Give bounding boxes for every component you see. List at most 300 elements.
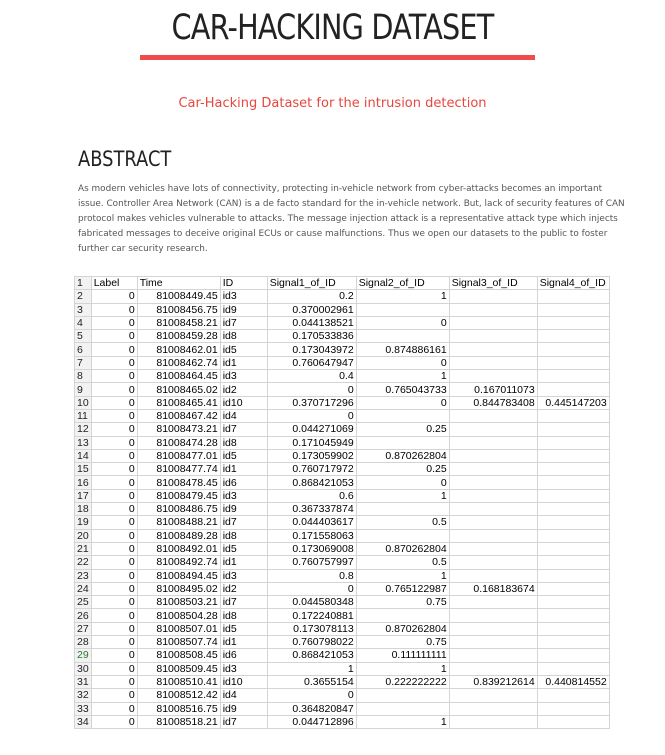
- cell-time[interactable]: 81008462.01: [137, 343, 220, 356]
- cell-signal3[interactable]: [449, 290, 537, 303]
- cell-time[interactable]: 81008512.42: [137, 689, 220, 702]
- cell-label[interactable]: 0: [91, 436, 137, 449]
- cell-signal2[interactable]: 1: [356, 489, 449, 502]
- cell-signal1[interactable]: 0: [267, 383, 356, 396]
- cell-label[interactable]: 0: [91, 529, 137, 542]
- cell-signal3[interactable]: [449, 596, 537, 609]
- cell-signal3[interactable]: [449, 423, 537, 436]
- cell-time[interactable]: 81008489.28: [137, 529, 220, 542]
- row-number[interactable]: 14: [75, 449, 92, 462]
- cell-signal4[interactable]: [537, 649, 609, 662]
- cell-signal1[interactable]: 0.760757997: [267, 556, 356, 569]
- cell-time[interactable]: 81008495.02: [137, 582, 220, 595]
- cell-signal4[interactable]: [537, 316, 609, 329]
- column-header-label[interactable]: Label: [91, 277, 137, 290]
- cell-signal3[interactable]: [449, 689, 537, 702]
- cell-id[interactable]: id7: [220, 596, 267, 609]
- row-number[interactable]: 29: [75, 649, 92, 662]
- table-row: [75, 675, 610, 688]
- row-number[interactable]: 23: [75, 569, 92, 582]
- cell-signal1[interactable]: 0.171045949: [267, 436, 356, 449]
- cell-signal3[interactable]: 0.168183674: [449, 582, 537, 595]
- table-row: [75, 303, 610, 316]
- cell-signal1[interactable]: 0.364820847: [267, 702, 356, 715]
- cell-label[interactable]: 0: [91, 516, 137, 529]
- cell-signal1[interactable]: 0.370002961: [267, 303, 356, 316]
- cell-signal3[interactable]: [449, 316, 537, 329]
- cell-signal3[interactable]: [449, 609, 537, 622]
- cell-signal4[interactable]: [537, 449, 609, 462]
- column-header-time[interactable]: Time: [137, 277, 220, 290]
- column-header-id[interactable]: ID: [220, 277, 267, 290]
- cell-signal3[interactable]: 0.844783408: [449, 396, 537, 409]
- cell-label[interactable]: 0: [91, 636, 137, 649]
- cell-signal4[interactable]: [537, 662, 609, 675]
- row-number[interactable]: 30: [75, 662, 92, 675]
- cell-label[interactable]: 0: [91, 370, 137, 383]
- row-number[interactable]: 12: [75, 423, 92, 436]
- row-number[interactable]: 22: [75, 556, 92, 569]
- cell-signal1[interactable]: 0.8: [267, 569, 356, 582]
- cell-time[interactable]: 81008459.28: [137, 330, 220, 343]
- cell-time[interactable]: 81008478.45: [137, 476, 220, 489]
- cell-label[interactable]: 0: [91, 476, 137, 489]
- row-number[interactable]: 16: [75, 476, 92, 489]
- cell-label[interactable]: 0: [91, 290, 137, 303]
- table-row: [75, 449, 610, 462]
- cell-time[interactable]: 81008465.02: [137, 383, 220, 396]
- cell-signal2[interactable]: [356, 436, 449, 449]
- cell-signal1[interactable]: 0.367337874: [267, 503, 356, 516]
- table-row: [75, 396, 610, 409]
- cell-label[interactable]: 0: [91, 542, 137, 555]
- cell-label[interactable]: 0: [91, 330, 137, 343]
- cell-signal3[interactable]: 0.839212614: [449, 675, 537, 688]
- cell-id[interactable]: id5: [220, 542, 267, 555]
- row-number[interactable]: 27: [75, 622, 92, 635]
- row-number[interactable]: 24: [75, 582, 92, 595]
- row-number[interactable]: 8: [75, 370, 92, 383]
- cell-time[interactable]: 81008474.28: [137, 436, 220, 449]
- dataset-spreadsheet: [74, 276, 610, 729]
- cell-signal3[interactable]: [449, 556, 537, 569]
- cell-signal3[interactable]: [449, 649, 537, 662]
- cell-signal2[interactable]: 0.25: [356, 423, 449, 436]
- cell-signal2[interactable]: 1: [356, 715, 449, 728]
- cell-signal1[interactable]: 0: [267, 582, 356, 595]
- cell-id[interactable]: id10: [220, 675, 267, 688]
- cell-signal3[interactable]: [449, 542, 537, 555]
- row-number[interactable]: 3: [75, 303, 92, 316]
- cell-time[interactable]: 81008479.45: [137, 489, 220, 502]
- cell-signal2[interactable]: 0.765043733: [356, 383, 449, 396]
- cell-signal4[interactable]: [537, 423, 609, 436]
- cell-signal1[interactable]: 0: [267, 689, 356, 702]
- cell-signal2[interactable]: 0: [356, 476, 449, 489]
- cell-signal2[interactable]: 0.222222222: [356, 675, 449, 688]
- cell-signal2[interactable]: 0: [356, 356, 449, 369]
- cell-label[interactable]: 0: [91, 715, 137, 728]
- cell-label[interactable]: 0: [91, 316, 137, 329]
- row-number[interactable]: 11: [75, 409, 92, 422]
- cell-time[interactable]: 81008449.45: [137, 290, 220, 303]
- cell-signal4[interactable]: [537, 715, 609, 728]
- cell-signal3[interactable]: [449, 436, 537, 449]
- cell-signal2[interactable]: 0.765122987: [356, 582, 449, 595]
- cell-id[interactable]: id3: [220, 290, 267, 303]
- cell-id[interactable]: id3: [220, 662, 267, 675]
- cell-id[interactable]: id1: [220, 356, 267, 369]
- row-number[interactable]: 31: [75, 675, 92, 688]
- cell-signal4[interactable]: [537, 622, 609, 635]
- column-header-signal1[interactable]: Signal1_of_ID: [267, 277, 356, 290]
- cell-signal4[interactable]: [537, 356, 609, 369]
- row-number[interactable]: 17: [75, 489, 92, 502]
- cell-id[interactable]: id7: [220, 715, 267, 728]
- cell-label[interactable]: 0: [91, 596, 137, 609]
- row-number[interactable]: 32: [75, 689, 92, 702]
- cell-time[interactable]: 81008508.45: [137, 649, 220, 662]
- row-number[interactable]: 21: [75, 542, 92, 555]
- cell-id[interactable]: id3: [220, 489, 267, 502]
- cell-time[interactable]: 81008458.21: [137, 316, 220, 329]
- cell-label[interactable]: 0: [91, 609, 137, 622]
- cell-signal4[interactable]: [537, 542, 609, 555]
- table-row: [75, 556, 610, 569]
- cell-time[interactable]: 81008509.45: [137, 662, 220, 675]
- cell-label[interactable]: 0: [91, 396, 137, 409]
- cell-signal2[interactable]: [356, 529, 449, 542]
- cell-time[interactable]: 81008477.01: [137, 449, 220, 462]
- cell-time[interactable]: 81008464.45: [137, 370, 220, 383]
- cell-id[interactable]: id7: [220, 516, 267, 529]
- cell-signal2[interactable]: [356, 409, 449, 422]
- cell-signal3[interactable]: [449, 489, 537, 502]
- abstract-text: As modern vehicles have lots of connectivity, protecting in-vehicle network from cyber-attacks becomes an important issue. Controller Area Network (CAN) is a de facto standard for the in-vehicle network. But, lack of security features of CAN protocol makes vehicles vulnerable to attacks. The message injection attack is a representative attack type which injects fabricated messages to deceive original ECUs or cause malfunctions. Thus we open our datasets to the public to foster further car security research.: [78, 184, 625, 254]
- cell-id[interactable]: id5: [220, 449, 267, 462]
- cell-id[interactable]: id7: [220, 423, 267, 436]
- cell-time[interactable]: 81008486.75: [137, 503, 220, 516]
- cell-time[interactable]: 81008494.45: [137, 569, 220, 582]
- cell-id[interactable]: id5: [220, 622, 267, 635]
- cell-signal4[interactable]: [537, 489, 609, 502]
- cell-signal2[interactable]: [356, 609, 449, 622]
- cell-signal2[interactable]: 0.75: [356, 636, 449, 649]
- row-number[interactable]: 7: [75, 356, 92, 369]
- cell-label[interactable]: 0: [91, 449, 137, 462]
- cell-signal3[interactable]: [449, 529, 537, 542]
- cell-signal1[interactable]: 0.868421053: [267, 476, 356, 489]
- cell-signal1[interactable]: 0.760647947: [267, 356, 356, 369]
- cell-signal2[interactable]: 0.870262804: [356, 622, 449, 635]
- cell-id[interactable]: id4: [220, 689, 267, 702]
- cell-label[interactable]: 0: [91, 343, 137, 356]
- cell-signal1[interactable]: 0.044580348: [267, 596, 356, 609]
- cell-signal4[interactable]: [537, 503, 609, 516]
- cell-signal2[interactable]: 0.5: [356, 556, 449, 569]
- cell-signal4[interactable]: [537, 303, 609, 316]
- cell-signal3[interactable]: [449, 463, 537, 476]
- cell-signal1[interactable]: 0.6: [267, 489, 356, 502]
- row-number[interactable]: 19: [75, 516, 92, 529]
- cell-signal1[interactable]: 0.2: [267, 290, 356, 303]
- row-number[interactable]: 15: [75, 463, 92, 476]
- cell-signal1[interactable]: 0.044403617: [267, 516, 356, 529]
- cell-signal3[interactable]: [449, 702, 537, 715]
- cell-id[interactable]: id8: [220, 609, 267, 622]
- row-number[interactable]: 25: [75, 596, 92, 609]
- table-row: [75, 489, 610, 502]
- row-number[interactable]: 34: [75, 715, 92, 728]
- column-header-signal2[interactable]: Signal2_of_ID: [356, 277, 449, 290]
- row-number[interactable]: 26: [75, 609, 92, 622]
- cell-time[interactable]: 81008473.21: [137, 423, 220, 436]
- cell-signal4[interactable]: [537, 636, 609, 649]
- cell-signal4[interactable]: [537, 529, 609, 542]
- table-row: [75, 343, 610, 356]
- cell-signal1[interactable]: 0.760798022: [267, 636, 356, 649]
- table-row: [75, 622, 610, 635]
- cell-signal3[interactable]: [449, 662, 537, 675]
- cell-signal3[interactable]: [449, 503, 537, 516]
- cell-signal2[interactable]: [356, 503, 449, 516]
- table-row: [75, 649, 610, 662]
- cell-id[interactable]: id3: [220, 569, 267, 582]
- cell-signal4[interactable]: [537, 556, 609, 569]
- cell-signal1[interactable]: 0.044271069: [267, 423, 356, 436]
- cell-signal2[interactable]: 0.111111111: [356, 649, 449, 662]
- cell-id[interactable]: id7: [220, 316, 267, 329]
- cell-signal3[interactable]: [449, 343, 537, 356]
- row-number[interactable]: 5: [75, 330, 92, 343]
- header-row: [75, 277, 610, 290]
- cell-time[interactable]: 81008516.75: [137, 702, 220, 715]
- column-header-signal4[interactable]: Signal4_of_ID: [537, 277, 609, 290]
- cell-signal2[interactable]: [356, 330, 449, 343]
- cell-label[interactable]: 0: [91, 489, 137, 502]
- cell-signal2[interactable]: 1: [356, 370, 449, 383]
- cell-signal3[interactable]: [449, 476, 537, 489]
- cell-signal3[interactable]: [449, 622, 537, 635]
- table-row: [75, 330, 610, 343]
- cell-signal3[interactable]: [449, 303, 537, 316]
- cell-signal3[interactable]: [449, 330, 537, 343]
- cell-label[interactable]: 0: [91, 503, 137, 516]
- table-row: [75, 463, 610, 476]
- cell-signal4[interactable]: [537, 702, 609, 715]
- cell-signal4[interactable]: [537, 582, 609, 595]
- cell-signal2[interactable]: 1: [356, 290, 449, 303]
- cell-signal3[interactable]: [449, 409, 537, 422]
- cell-id[interactable]: id9: [220, 303, 267, 316]
- row-number[interactable]: 28: [75, 636, 92, 649]
- cell-time[interactable]: 81008510.41: [137, 675, 220, 688]
- cell-label[interactable]: 0: [91, 303, 137, 316]
- cell-id[interactable]: id1: [220, 556, 267, 569]
- cell-label[interactable]: 0: [91, 423, 137, 436]
- cell-signal4[interactable]: 0.440814552: [537, 675, 609, 688]
- table-row: [75, 689, 610, 702]
- table-row: [75, 409, 610, 422]
- cell-signal1[interactable]: 0.3655154: [267, 675, 356, 688]
- cell-time[interactable]: 81008507.01: [137, 622, 220, 635]
- cell-signal1[interactable]: 0.173078113: [267, 622, 356, 635]
- cell-label[interactable]: 0: [91, 675, 137, 688]
- cell-id[interactable]: id8: [220, 330, 267, 343]
- cell-signal2[interactable]: 0.874886161: [356, 343, 449, 356]
- cell-signal4[interactable]: [537, 436, 609, 449]
- cell-signal4[interactable]: [537, 383, 609, 396]
- cell-signal3[interactable]: [449, 370, 537, 383]
- table-row: [75, 636, 610, 649]
- table-row: [75, 582, 610, 595]
- cell-label[interactable]: 0: [91, 689, 137, 702]
- row-number[interactable]: 20: [75, 529, 92, 542]
- cell-label[interactable]: 0: [91, 702, 137, 715]
- cell-time[interactable]: 81008492.01: [137, 542, 220, 555]
- cell-signal2[interactable]: 0.75: [356, 596, 449, 609]
- cell-id[interactable]: id6: [220, 649, 267, 662]
- cell-signal2[interactable]: [356, 702, 449, 715]
- cell-signal1[interactable]: 0.173059902: [267, 449, 356, 462]
- cell-signal1[interactable]: 0.760717972: [267, 463, 356, 476]
- cell-label[interactable]: 0: [91, 662, 137, 675]
- row-number[interactable]: 4: [75, 316, 92, 329]
- column-header-signal3[interactable]: Signal3_of_ID: [449, 277, 537, 290]
- cell-signal1[interactable]: 1: [267, 662, 356, 675]
- cell-label[interactable]: 0: [91, 356, 137, 369]
- cell-time[interactable]: 81008467.42: [137, 409, 220, 422]
- table-row: [75, 423, 610, 436]
- cell-id[interactable]: id1: [220, 463, 267, 476]
- cell-signal4[interactable]: [537, 689, 609, 702]
- cell-id[interactable]: id2: [220, 582, 267, 595]
- page-subtitle: Car-Hacking Dataset for the intrusion detection: [178, 96, 487, 111]
- cell-label[interactable]: 0: [91, 556, 137, 569]
- cell-signal4[interactable]: [537, 596, 609, 609]
- cell-signal3[interactable]: [449, 356, 537, 369]
- row-number[interactable]: 13: [75, 436, 92, 449]
- cell-time[interactable]: 81008503.21: [137, 596, 220, 609]
- cell-signal3[interactable]: [449, 449, 537, 462]
- cell-signal3[interactable]: [449, 715, 537, 728]
- cell-signal1[interactable]: 0.173069008: [267, 542, 356, 555]
- cell-signal1[interactable]: 0.044138521: [267, 316, 356, 329]
- cell-signal1[interactable]: 0.370717296: [267, 396, 356, 409]
- cell-signal4[interactable]: [537, 516, 609, 529]
- cell-signal4[interactable]: [537, 476, 609, 489]
- row-number[interactable]: 2: [75, 290, 92, 303]
- cell-id[interactable]: id4: [220, 409, 267, 422]
- cell-time[interactable]: 81008456.75: [137, 303, 220, 316]
- table-row: [75, 476, 610, 489]
- cell-signal2[interactable]: [356, 303, 449, 316]
- row-number[interactable]: 18: [75, 503, 92, 516]
- cell-id[interactable]: id9: [220, 702, 267, 715]
- cell-id[interactable]: id8: [220, 529, 267, 542]
- cell-signal4[interactable]: 0.445147203: [537, 396, 609, 409]
- row-number[interactable]: 9: [75, 383, 92, 396]
- cell-time[interactable]: 81008477.74: [137, 463, 220, 476]
- cell-id[interactable]: id10: [220, 396, 267, 409]
- cell-label[interactable]: 0: [91, 569, 137, 582]
- cell-signal3[interactable]: 0.167011073: [449, 383, 537, 396]
- table-row: [75, 542, 610, 555]
- cell-signal4[interactable]: [537, 290, 609, 303]
- table-row: [75, 370, 610, 383]
- cell-signal4[interactable]: [537, 409, 609, 422]
- cell-label[interactable]: 0: [91, 383, 137, 396]
- cell-signal4[interactable]: [537, 343, 609, 356]
- cell-signal1[interactable]: 0.171558063: [267, 529, 356, 542]
- cell-label[interactable]: 0: [91, 622, 137, 635]
- cell-id[interactable]: id2: [220, 383, 267, 396]
- cell-id[interactable]: id1: [220, 636, 267, 649]
- cell-signal3[interactable]: [449, 516, 537, 529]
- row-number[interactable]: 1: [75, 277, 92, 290]
- cell-signal4[interactable]: [537, 569, 609, 582]
- cell-time[interactable]: 81008488.21: [137, 516, 220, 529]
- cell-signal4[interactable]: [537, 609, 609, 622]
- cell-time[interactable]: 81008504.28: [137, 609, 220, 622]
- cell-label[interactable]: 0: [91, 582, 137, 595]
- cell-label[interactable]: 0: [91, 409, 137, 422]
- cell-label[interactable]: 0: [91, 649, 137, 662]
- cell-id[interactable]: id3: [220, 370, 267, 383]
- row-number[interactable]: 10: [75, 396, 92, 409]
- cell-signal3[interactable]: [449, 569, 537, 582]
- cell-signal2[interactable]: 1: [356, 662, 449, 675]
- cell-time[interactable]: 81008518.21: [137, 715, 220, 728]
- cell-signal1[interactable]: 0.173043972: [267, 343, 356, 356]
- table-row: [75, 715, 610, 728]
- cell-signal2[interactable]: 0.870262804: [356, 449, 449, 462]
- row-number[interactable]: 6: [75, 343, 92, 356]
- cell-signal2[interactable]: 0.870262804: [356, 542, 449, 555]
- cell-signal4[interactable]: [537, 330, 609, 343]
- cell-signal1[interactable]: 0: [267, 409, 356, 422]
- cell-signal1[interactable]: 0.4: [267, 370, 356, 383]
- cell-signal1[interactable]: 0.172240881: [267, 609, 356, 622]
- cell-id[interactable]: id5: [220, 343, 267, 356]
- cell-time[interactable]: 81008492.74: [137, 556, 220, 569]
- cell-time[interactable]: 81008462.74: [137, 356, 220, 369]
- table-row: [75, 436, 610, 449]
- cell-signal2[interactable]: 0: [356, 316, 449, 329]
- row-number[interactable]: 33: [75, 702, 92, 715]
- cell-signal1[interactable]: 0.170533836: [267, 330, 356, 343]
- table-row: [75, 596, 610, 609]
- cell-signal2[interactable]: 0: [356, 396, 449, 409]
- cell-signal1[interactable]: 0.868421053: [267, 649, 356, 662]
- cell-signal2[interactable]: 1: [356, 569, 449, 582]
- cell-signal2[interactable]: 0.25: [356, 463, 449, 476]
- cell-signal2[interactable]: [356, 689, 449, 702]
- table-row: [75, 662, 610, 675]
- cell-time[interactable]: 81008465.41: [137, 396, 220, 409]
- cell-id[interactable]: id6: [220, 476, 267, 489]
- cell-label[interactable]: 0: [91, 463, 137, 476]
- cell-signal2[interactable]: 0.5: [356, 516, 449, 529]
- cell-signal1[interactable]: 0.044712896: [267, 715, 356, 728]
- cell-id[interactable]: id9: [220, 503, 267, 516]
- cell-id[interactable]: id8: [220, 436, 267, 449]
- cell-signal4[interactable]: [537, 370, 609, 383]
- cell-signal4[interactable]: [537, 463, 609, 476]
- cell-signal3[interactable]: [449, 636, 537, 649]
- cell-time[interactable]: 81008507.74: [137, 636, 220, 649]
- table-row: [75, 356, 610, 369]
